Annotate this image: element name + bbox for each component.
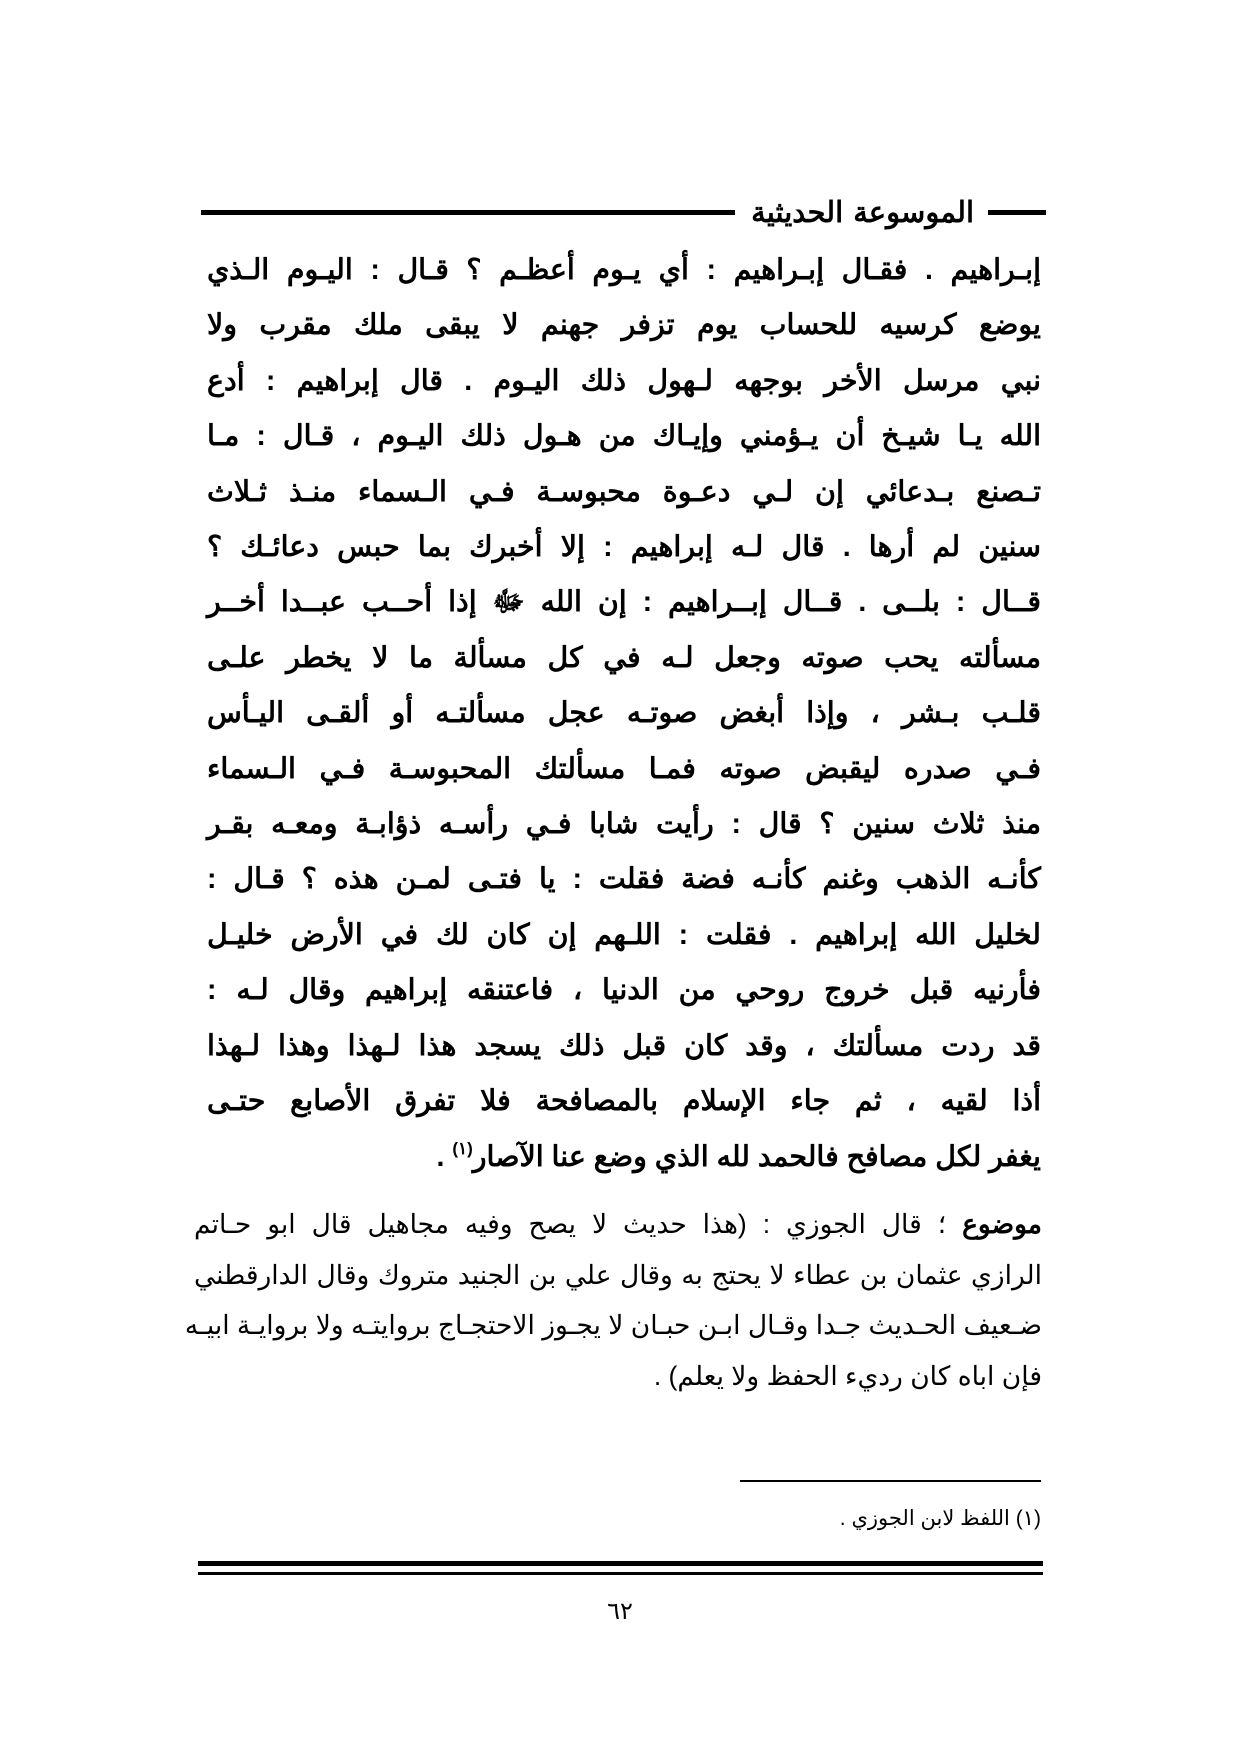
header-title: الموسوعة الحديثية <box>751 195 974 229</box>
header-rule-short <box>988 210 1046 215</box>
commentary-line-text: ؛ قال الجوزي : (هذا حديث لا يصح وفيه مجاهيل قال ابو حـاتم <box>194 1209 963 1239</box>
commentary-line: ضـعيف الحـديث جـدا وقـال ابـن حبـان لا يجـوز الاحتجـاج بروايتـه ولا بروايـة ابيـه <box>184 1310 1042 1340</box>
text-line-end-mark: . <box>436 1140 453 1173</box>
text-line: فأرنيه قبل خروج روحي من الدنيا ، فاعتنقه إبراهيم وقال لـه : <box>207 974 1041 1007</box>
text-line-final: يغفر لكل مصافح فالحمد لله الذي وضع عنا الآصار <box>472 1140 1041 1173</box>
text-line: يوضع كرسيه للحساب يوم تزفر جهنم لا يبقى ملك مقرب ولا <box>207 309 1041 342</box>
text-line: كأنـه الذهب وغنم كأنـه فضة فقلت : يا فتـى لمـن هذه ؟ قـال : <box>207 863 1041 896</box>
header-rule-long <box>201 210 735 215</box>
hadith-text <box>207 243 1041 1185</box>
commentary-line: فإن اباه كان رديء الحفظ ولا يعلم) . <box>653 1360 1042 1391</box>
text-line: أذا لقيه ، ثم جاء الإسلام بالمصافحة فلا تفرق الأصابع حتـى <box>207 1085 1041 1118</box>
text-line: سنين لم أرها . قال لـه إبراهيم : إلا أخبرك بما حبس دعائـك ؟ <box>207 531 1041 564</box>
footer-rule-thin <box>198 1572 1043 1575</box>
text-line: فـي صدره ليقبض صوته فمـا مسألتك المحبوسـة فـي الـسماء <box>207 752 1041 785</box>
commentary-line <box>194 1199 1042 1250</box>
grading-label: موضوع <box>962 1209 1042 1239</box>
commentary-line: الرازي عثمان بن عطاء لا يحتج به وقال علي بن الجنيد متروك وقال الدارقطني <box>194 1259 1042 1290</box>
text-line: إبـراهيم . فقـال إبـراهيم : أي يـوم أعظـم ؟ قـال : اليـوم الـذي <box>207 254 1041 286</box>
text-line: منذ ثلاث سنين ؟ قال : رأيت شابا فـي رأسـه ذؤابـة ومعـه بقـر <box>207 808 1041 841</box>
text-line: مسألته يحب صوته وجعل لـه في كل مسألة ما لا يخطر علـى <box>207 641 1041 674</box>
footnote-separator <box>740 1480 1041 1482</box>
footer-rule-thick <box>198 1561 1043 1566</box>
grading-commentary <box>184 1199 1042 1401</box>
footnote-text: (١) اللفظ لابن الجوزي . <box>839 1507 1041 1530</box>
text-line: تـصنع بـدعائي إن لـي دعـوة محبوسـة فـي الـسماء منـذ ثـلاث <box>207 475 1041 508</box>
text-line: نبي مرسل الأخر بوجهه لـهول ذلك اليـوم . قال إبراهيم : أدع <box>207 364 1041 397</box>
text-line: قد ردت مسألتك ، وقد كان قبل ذلك يسجد هذا لـهذا وهذا لـهذا <box>207 1029 1041 1062</box>
text-line: قلـب بـشر ، وإذا أبغض صوتـه عجل مسألتـه أو ألقـى اليـأس <box>207 697 1041 730</box>
text-line: لخليل الله إبراهيم . فقلت : اللـهم إن كان لك في الأرض خليـل <box>207 918 1041 951</box>
text-line: قــال : بلــى . قــال إبــراهيم : إن الله ﷻ إذا أحــب عبــدا أخــر <box>207 586 1041 619</box>
text-line: الله يـا شيـخ أن يـؤمني وإيـاك من هـول ذلك اليـوم ، قـال : مـا <box>207 420 1041 453</box>
page-number: ٦٢ <box>607 1597 633 1625</box>
text-line-last <box>207 1130 1041 1185</box>
running-header <box>201 188 1046 236</box>
footnote-reference[interactable]: (١) <box>452 1138 473 1158</box>
